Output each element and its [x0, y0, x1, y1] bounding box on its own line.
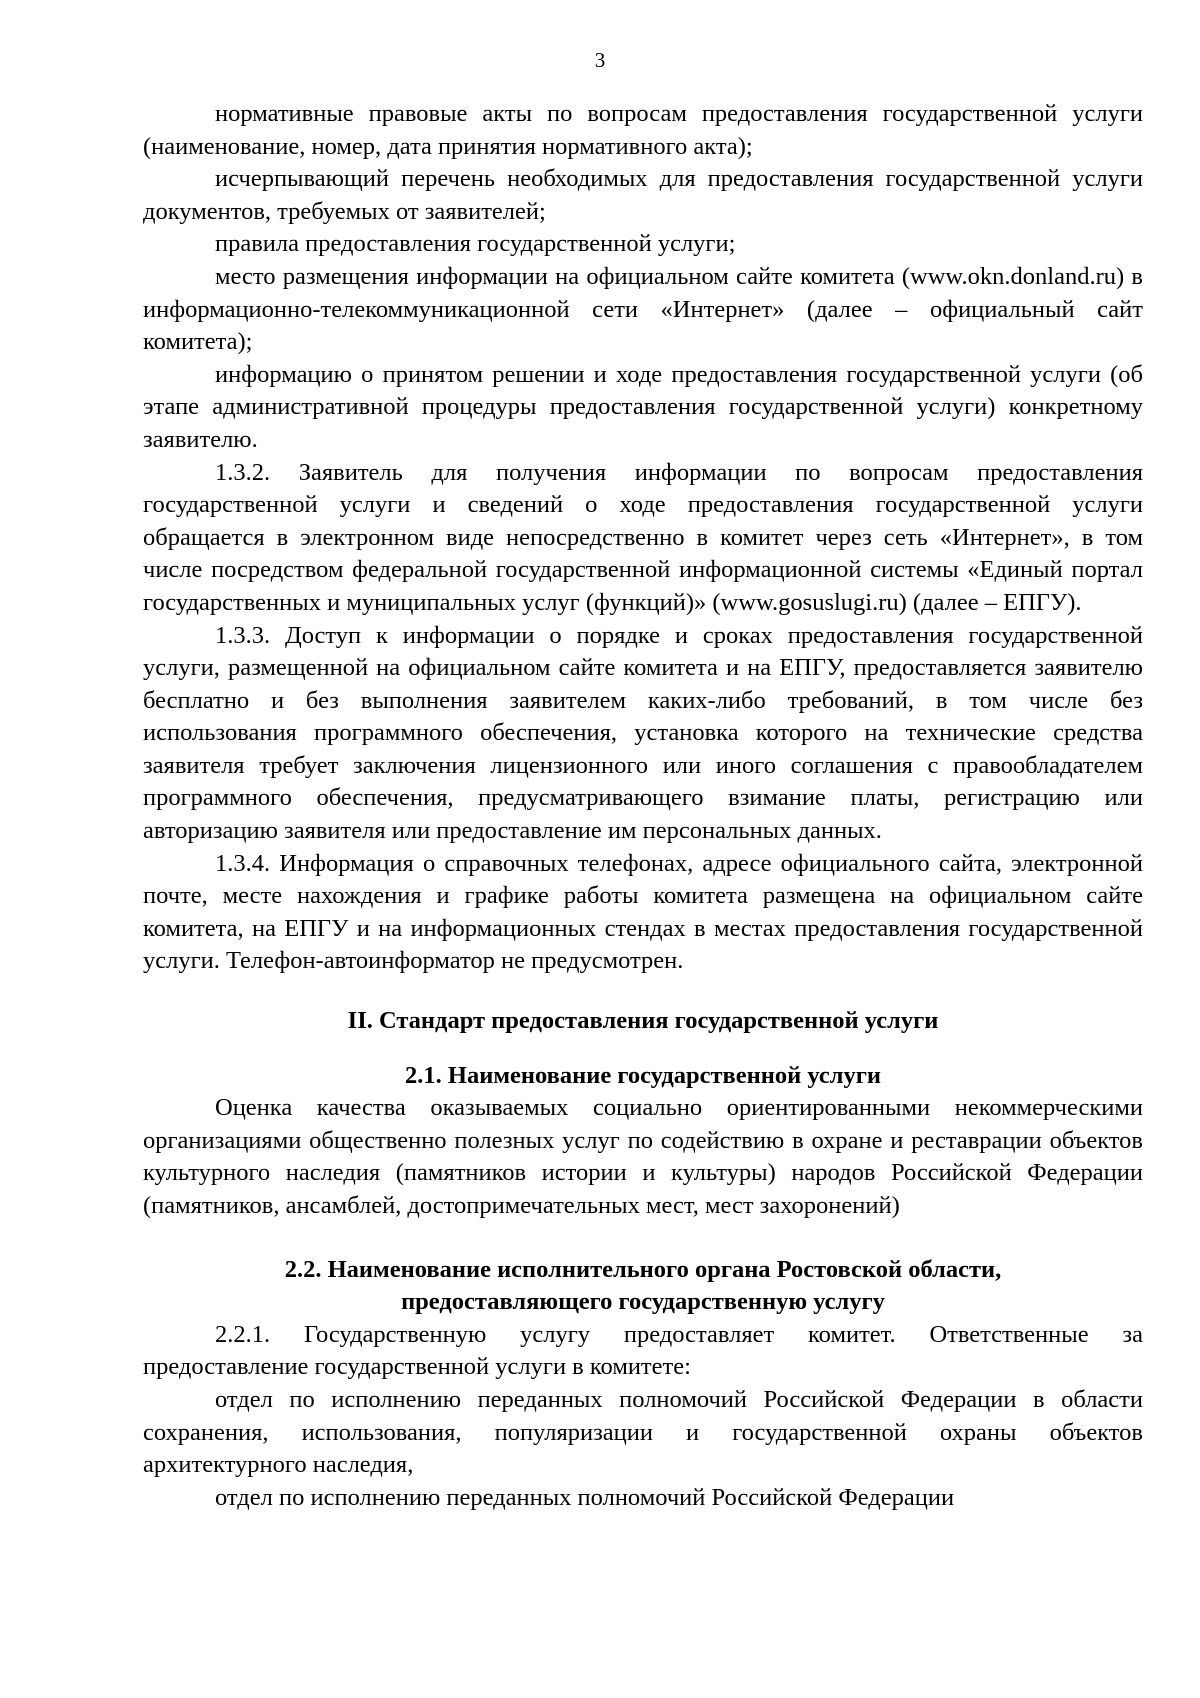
paragraph-legal-acts: нормативные правовые акты по вопросам предоставления государственной услуги (наименование, номер, дата принятия нормативного акта); — [143, 100, 1143, 160]
paragraph-website-info: место размещения информации на официальном сайте комитета (www.okn.donland.ru) в информационно-телекоммуникационной сети «Интернет» (далее – официальный сайт комитета); — [143, 262, 1143, 356]
section-title: II. Стандарт предоставления государственной услуги — [347, 1007, 939, 1035]
paragraph-decision-info: информацию о принятом решении и ходе предоставления государственной услуги (об этапе административной процедуры предоставления государственной услуги) конкретному заявителю. — [143, 360, 1143, 453]
paragraph-1-3-2: 1.3.2. Заявитель для получения информации по вопросам предоставления государственной услуги и сведений о ходе предоставления государственной услуги обращается в электронном виде непосредственно в комитет через сеть «Интернет», в том числе посредством федеральной государственной информационной системы «Единый портал государственных и муниципальных услуг (функций)» (www.gosuslugi.ru) (далее – ЕПГУ). — [143, 458, 1143, 616]
paragraph-1-3-3: 1.3.3. Доступ к информации о порядке и сроках предоставления государственной услуги, размещенной на официальном сайте комитета и на ЕПГУ, предоставляется заявителю бесплатно и без выполнения заявителем каких-либо требований, в том числе без использования программного обеспечения, установка которого на технические средства заявителя требует заключения лицензионного или иного соглашения с правообладателем программного обеспечения, предусматривающего взимание платы, регистрацию или авторизацию заявителя или предоставление им персональных данных. — [143, 621, 1143, 845]
paragraph-department-continued: отдел по исполнению переданных полномочий Российской Федерации — [215, 1483, 955, 1511]
paragraph-rules: правила предоставления государственной услуги; — [215, 230, 736, 258]
page-number: 3 — [594, 48, 606, 72]
paragraph-service-name: Оценка качества оказываемых социально ориентированными некоммерческими организациями общественно полезных услуг по содействию в охране и реставрации объектов культурного наследия (памятников истории и культуры) народов Российской Федерации (памятников, ансамблей, достопримечательных мест, мест захоронений) — [143, 1094, 1143, 1219]
paragraph-2-2-1: 2.2.1. Государственную услугу предоставляет комитет. Ответственные за предоставление государственной услуги в комитете: — [143, 1320, 1143, 1381]
document-body — [143, 98, 1143, 1514]
paragraph-documents-list: исчерпывающий перечень необходимых для предоставления государственной услуги документов, требуемых от заявителей; — [143, 165, 1143, 225]
subsection-2-1-title: 2.1. Наименование государственной услуги — [405, 1061, 881, 1089]
paragraph-1-3-4: 1.3.4. Информация о справочных телефонах, адресе официального сайта, электронной почте, месте нахождения и графике работы комитета размещена на официальном сайте комитета, на ЕПГУ и на информационных стендах в местах предоставления государственной услуги. Телефон-автоинформатор не предусмотрен. — [143, 849, 1143, 975]
subsection-2-2-title-line1: 2.2. Наименование исполнительного органа Ростовской области, — [284, 1255, 1002, 1283]
subsection-2-2-title-line2: предоставляющего государственную услугу — [401, 1288, 885, 1316]
paragraph-department-architecture: отдел по исполнению переданных полномочий Российской Федерации в области сохранения, использования, популяризации и государственной охраны объектов архитектурного наследия, — [143, 1385, 1143, 1479]
